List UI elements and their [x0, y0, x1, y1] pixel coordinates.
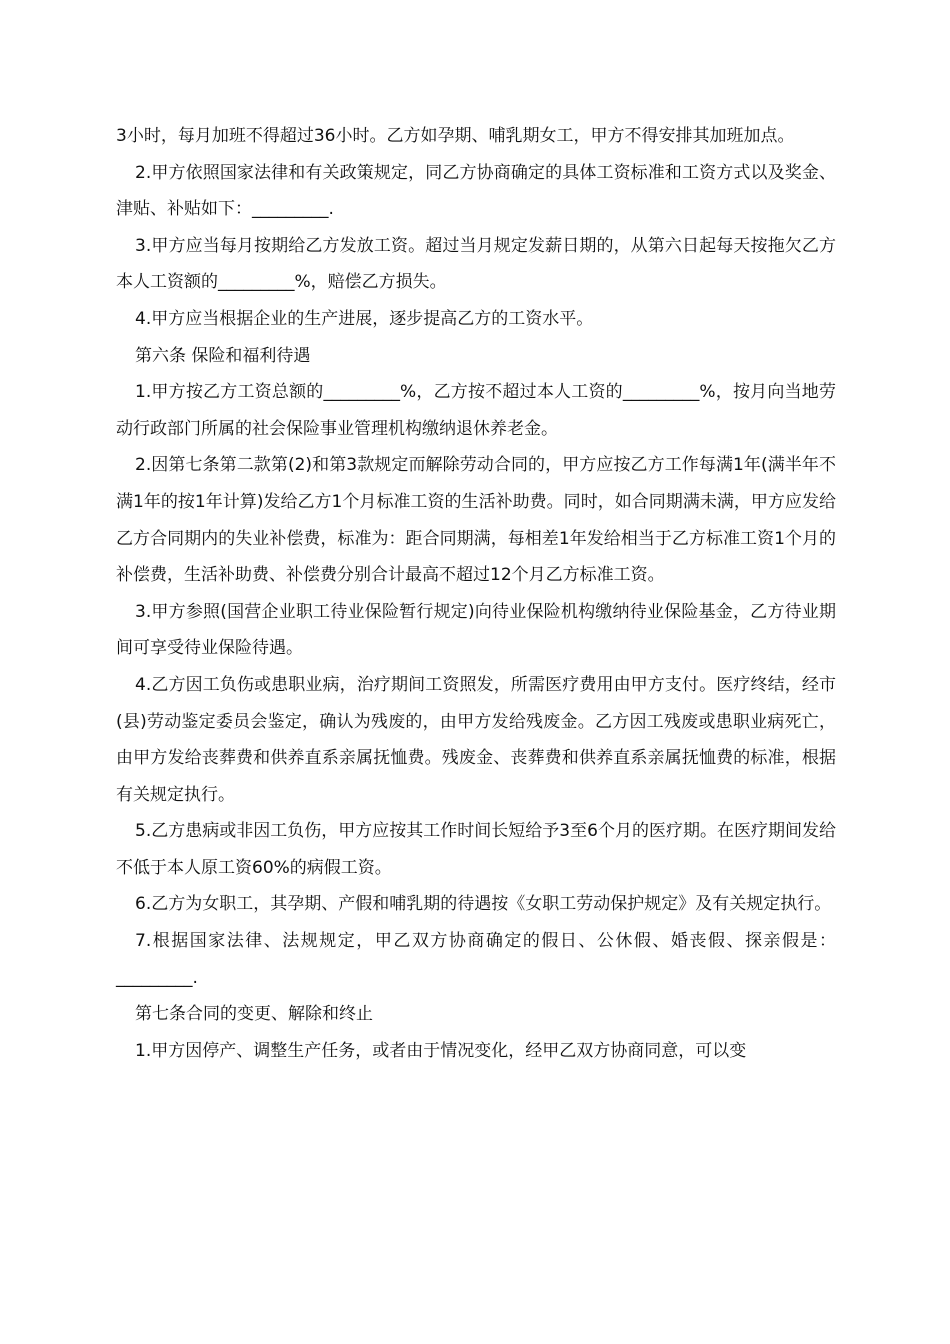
section-heading-article-6: 第六条 保险和福利待遇 — [135, 345, 311, 366]
paragraph-3: 3.甲方应当每月按期给乙方发放工资。超过当月规定发薪日期的，从第六日起每天按拖欠乙方本人工资额的_________%，赔偿乙方损失。 — [116, 235, 836, 293]
paragraph-10: 5.乙方患病或非因工负伤，甲方应按其工作时间长短给予3至6个月的医疗期。在医疗期间发给不低于本人原工资60%的病假工资。 — [116, 821, 836, 878]
paragraph-1: 3小时，每月加班不得超过36小时。乙方如孕期、哺乳期女工，甲方不得安排其加班加点。 — [116, 126, 795, 146]
paragraph-8: 3.甲方参照(国营企业职工待业保险暂行规定)向待业保险机构缴纳待业保险基金，乙方待业期间可享受待业保险待遇。 — [116, 601, 836, 659]
paragraph-2: 2.甲方依照国家法律和有关政策规定，同乙方协商确定的具体工资标准和工资方式以及奖金、津贴、补贴如下：_________. — [116, 162, 836, 220]
paragraph-4: 4.甲方应当根据企业的生产进展，逐步提高乙方的工资水平。 — [135, 308, 594, 329]
paragraph-11: 6.乙方为女职工，其孕期、产假和哺乳期的待遇按《女职工劳动保护规定》及有关规定执行。 — [135, 894, 832, 915]
paragraph-14: 1.甲方因停产、调整生产任务，或者由于情况变化，经甲乙双方协商同意，可以变 — [135, 1040, 747, 1061]
paragraph-12: 7.根据国家法律、法规规定，甲乙双方协商确定的假日、公休假、婚丧假、探亲假是：_________. — [116, 931, 836, 988]
section-heading-article-7: 第七条合同的变更、解除和终止 — [135, 1004, 373, 1025]
document-body — [116, 118, 836, 1069]
paragraph-7: 2.因第七条第二款第(2)和第3款规定而解除劳动合同的，甲方应按乙方工作每满1年(满半年不满1年的按1年计算)发给乙方1个月标准工资的生活补助费。同时，如合同期满未满，甲方应发给乙方合同期内的失业补偿费，标准为：距合同期满，每相差1年发给相当于乙方标准工资1个月的补偿费，生活补助费、补偿费分别合计最高不超过12个月乙方标准工资。 — [116, 455, 836, 586]
paragraph-6: 1.甲方按乙方工资总额的_________%，乙方按不超过本人工资的_________%，按月向当地劳动行政部门所属的社会保险事业管理机构缴纳退休养老金。 — [116, 382, 836, 439]
paragraph-9: 4.乙方因工负伤或患职业病，治疗期间工资照发，所需医疗费用由甲方支付。医疗终结，经市(县)劳动鉴定委员会鉴定，确认为残废的，由甲方发给残废金。乙方因工残废或患职业病死亡，由甲方发给丧葬费和供养直系亲属抚恤费。残废金、丧葬费和供养直系亲属抚恤费的标准，根据有关规定执行。 — [116, 674, 836, 805]
